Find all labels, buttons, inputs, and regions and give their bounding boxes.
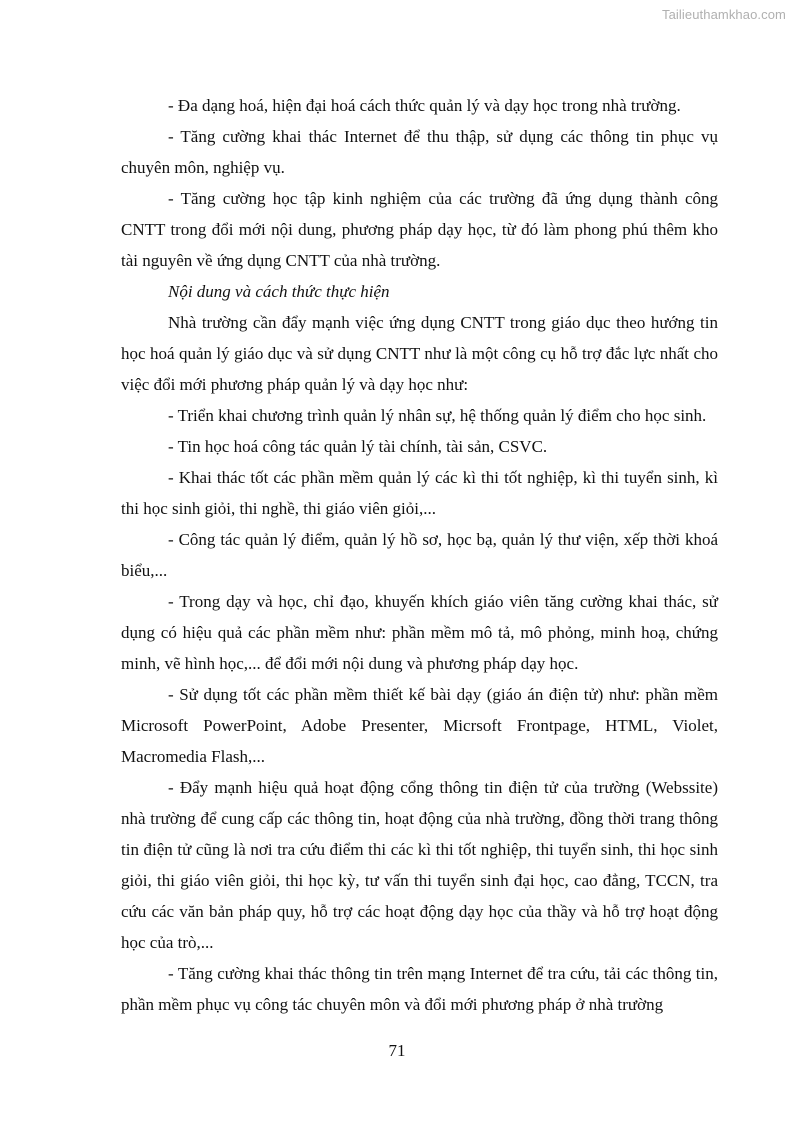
- paragraph-intro-it-application: Nhà trường cần đẩy mạnh việc ứng dụng CNTT trong giáo dục theo hướng tin học hoá quản lý giáo dục và sử dụng CNTT như là một công cụ hỗ trợ đắc lực nhất cho việc đổi mới phương pháp quản lý và dạy học như:: [121, 313, 718, 394]
- watermark-text: Tailieuthamkhao.com: [661, 7, 786, 22]
- paragraph-exam-software: - Khai thác tốt các phần mềm quản lý các kì thi tốt nghiệp, kì thi tuyển sinh, kì thi học sinh giỏi, thi nghề, thi giáo viên giỏi,...: [121, 468, 718, 518]
- document-body: [121, 90, 718, 1020]
- paragraph-internet-exploitation: - Tăng cường khai thác Internet để thu thập, sử dụng các thông tin phục vụ chuyên môn, nghiệp vụ.: [121, 127, 718, 177]
- paragraph-records-management: - Công tác quản lý điểm, quản lý hồ sơ, học bạ, quản lý thư viện, xếp thời khoá biểu,...: [121, 530, 718, 580]
- paragraph-diversify-management: - Đa dạng hoá, hiện đại hoá cách thức quản lý và dạy học trong nhà trường.: [168, 96, 681, 115]
- paragraph-finance-management: - Tin học hoá công tác quản lý tài chính, tài sản, CSVC.: [168, 437, 548, 456]
- section-heading-content-methods: Nội dung và cách thức thực hiện: [168, 282, 390, 301]
- paragraph-internet-research: - Tăng cường khai thác thông tin trên mạng Internet để tra cứu, tải các thông tin, phần mềm phục vụ công tác chuyên môn và đổi mới phương pháp ở nhà trường: [121, 964, 718, 1014]
- page-number: 71: [388, 1041, 406, 1060]
- paragraph-school-portal: - Đẩy mạnh hiệu quả hoạt động cổng thông tin điện tử của trường (Webssite) nhà trường để cung cấp các thông tin, hoạt động của nhà trường, đồng thời trang thông tin điện tử cũng là nơi tra cứu điểm thi các kì thi tốt nghiệp, thi tuyển sinh, thi học sinh giỏi, thi giáo viên giỏi, thi học kỳ, tư vấn thi tuyển sinh đại học, cao đẳng, TCCN, tra cứu các văn bản pháp quy, hỗ trợ các hoạt động dạy học của thầy và hỗ trợ hoạt động học của trò,...: [121, 778, 718, 952]
- paragraph-learn-experience: - Tăng cường học tập kinh nghiệm của các trường đã ứng dụng thành công CNTT trong đổi mới nội dung, phương pháp dạy học, từ đó làm phong phú thêm kho tài nguyên về ứng dụng CNTT của nhà trường.: [121, 189, 718, 270]
- paragraph-lesson-design-software: - Sử dụng tốt các phần mềm thiết kế bài dạy (giáo án điện tử) như: phần mềm Microsoft PowerPoint, Adobe Presenter, Micrsoft Frontpage, HTML, Violet, Macromedia Flash,...: [121, 685, 718, 766]
- paragraph-teaching-software: - Trong dạy và học, chỉ đạo, khuyến khích giáo viên tăng cường khai thác, sử dụng có hiệu quả các phần mềm như: phần mềm mô tả, mô phỏng, minh hoạ, chứng minh, vẽ hình học,... để đổi mới nội dung và phương pháp dạy học.: [121, 592, 718, 673]
- paragraph-hr-management: - Triển khai chương trình quản lý nhân sự, hệ thống quản lý điểm cho học sinh.: [168, 406, 707, 425]
